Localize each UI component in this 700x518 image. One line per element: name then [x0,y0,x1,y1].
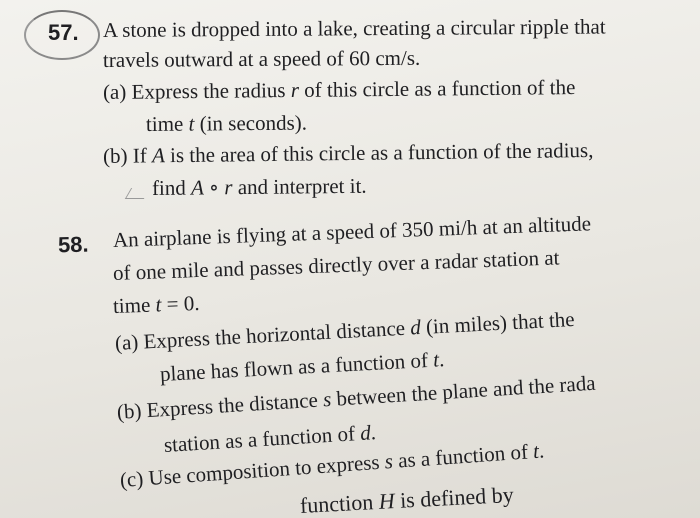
problem-58-line-3 [112,290,200,318]
problem-58-part-b-line-2 [163,422,376,456]
problem-57-number: 57. [48,20,79,45]
text-segment: Use composition to express [147,449,381,490]
cutoff-bottom-line [299,481,515,518]
text-segment: function [299,489,374,518]
text-segment: time [145,111,184,136]
math-variable: s [383,448,394,474]
problem-58-number: 58. [57,231,89,258]
part-label: (a) [114,329,139,355]
problem-58-line-1: An airplane is flying at a speed of 350 mi/h at an altitude [112,211,592,252]
text-segment: station as a function of [163,421,356,457]
text-segment: plane has flown as a function of [159,347,429,386]
problem-58-part-a-line-2 [159,349,444,385]
text-segment: is defined by [399,481,515,513]
text-segment: (in miles) that the [425,306,576,339]
text-segment: (in seconds). [199,110,308,136]
text-segment: as a function of [397,439,529,473]
problem-57-part-b-line-2 [151,173,367,200]
pencil-check-mark [125,188,150,199]
text-segment: = 0. [166,290,200,317]
text-segment: . [538,438,545,463]
problem-57-part-b-line-1 [103,140,594,167]
math-variable: d [359,420,372,445]
text-segment: is the area of this circle as a function of the radius, [169,138,594,168]
math-variable: t [432,347,440,372]
text-segment: between the plane and the rada [335,370,597,411]
part-label: (c) [119,466,145,492]
problem-58-part-a-line-1 [114,306,576,355]
problem-57-line-1: A stone is dropped into a lake, creating a circular ripple that [102,14,606,42]
problem-57-part-a-line-2 [145,110,308,136]
text-segment: of this circle as a function of the [304,75,576,102]
text-segment: time [112,292,151,318]
math-variable: d [409,314,422,340]
text-segment: If [132,143,147,168]
problem-57-part-a-line-1 [103,77,576,103]
text-segment: and interpret it. [237,173,367,200]
part-label: (b) [102,143,128,168]
problem-58-line-2: of one mile and passes directly over a radar station at [112,245,560,285]
text-segment: . [438,347,445,372]
problem-57-line-2: travels outward at a speed of 60 cm/s. [102,45,421,72]
math-variable: t [188,111,195,136]
text-segment: . [369,420,377,445]
math-variable: A [151,143,165,168]
math-expression: A ∘ r [190,175,233,200]
math-variable: H [378,488,396,514]
math-variable: t [155,292,162,317]
math-variable: s [322,386,332,412]
text-segment: Express the horizontal distance [142,315,406,354]
math-variable: t [532,438,540,464]
text-segment: find [151,175,186,200]
part-label: (a) [102,79,127,104]
text-segment: Express the radius [131,78,286,104]
math-variable: r [290,77,300,103]
part-label: (b) [116,398,143,424]
text-segment: Express the distance [145,387,319,423]
